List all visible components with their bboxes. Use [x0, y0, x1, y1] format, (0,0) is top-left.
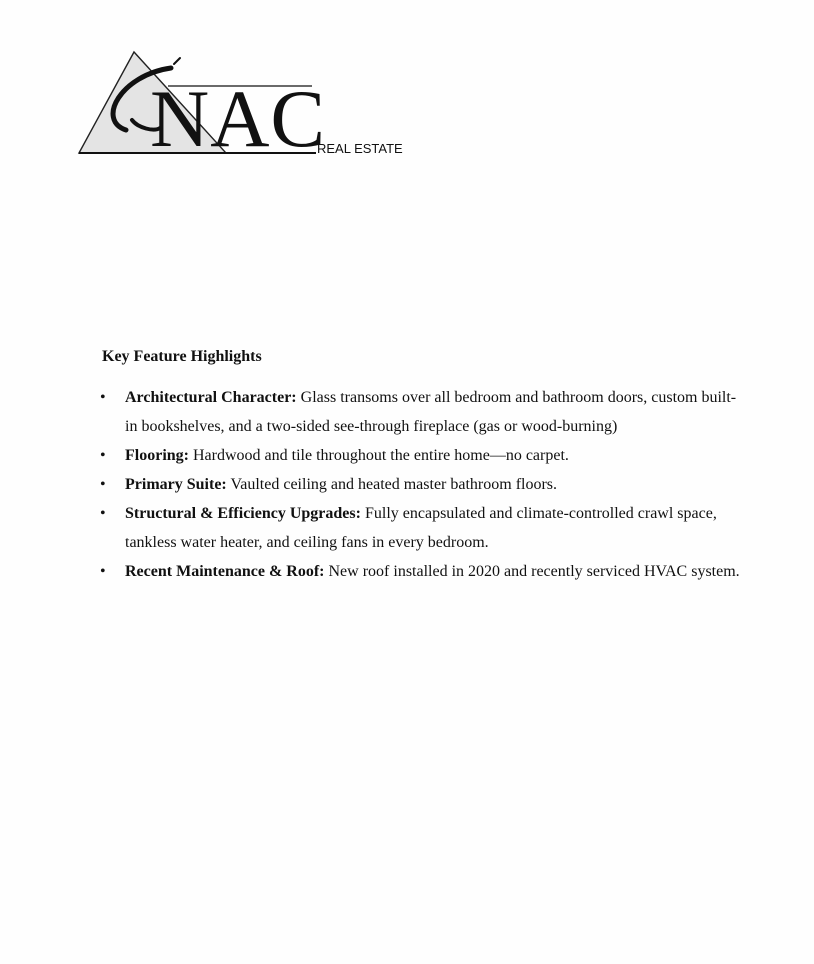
- bullet-icon: •: [100, 563, 106, 580]
- logo-subtitle: REAL ESTATE: [317, 141, 403, 156]
- feature-label: Architectural Character:: [125, 389, 297, 406]
- list-item: [102, 557, 742, 586]
- feature-highlights-section: [102, 346, 742, 586]
- bullet-icon: •: [100, 389, 106, 406]
- section-title: Key Feature Highlights: [102, 348, 262, 365]
- list-item: [102, 470, 742, 499]
- bullet-icon: •: [100, 447, 106, 464]
- company-logo: [76, 50, 406, 162]
- logo-letters: NAC: [150, 73, 327, 164]
- feature-text: Fully encapsulated and climate-controlled crawl space, tankless water heater, and ceiling fans in every bedroom.: [125, 505, 717, 551]
- feature-text: Glass transoms over all bedroom and bathroom doors, custom built-in bookshelves, and a two-sided see-through fireplace (gas or wood-burning): [125, 389, 737, 435]
- list-item: [102, 499, 742, 557]
- feature-label: Primary Suite:: [125, 476, 227, 493]
- feature-label: Recent Maintenance & Roof:: [125, 563, 325, 580]
- feature-label: Structural & Efficiency Upgrades:: [125, 505, 361, 522]
- list-item: [102, 383, 742, 441]
- feature-text: New roof installed in 2020 and recently serviced HVAC system.: [328, 563, 740, 580]
- feature-text: Hardwood and tile throughout the entire home—no carpet.: [193, 447, 569, 464]
- list-item: [102, 441, 742, 470]
- feature-list: [102, 383, 742, 586]
- bullet-icon: •: [100, 505, 106, 522]
- bullet-icon: •: [100, 476, 106, 493]
- feature-text: Vaulted ceiling and heated master bathroom floors.: [230, 476, 558, 493]
- feature-label: Flooring:: [125, 447, 189, 464]
